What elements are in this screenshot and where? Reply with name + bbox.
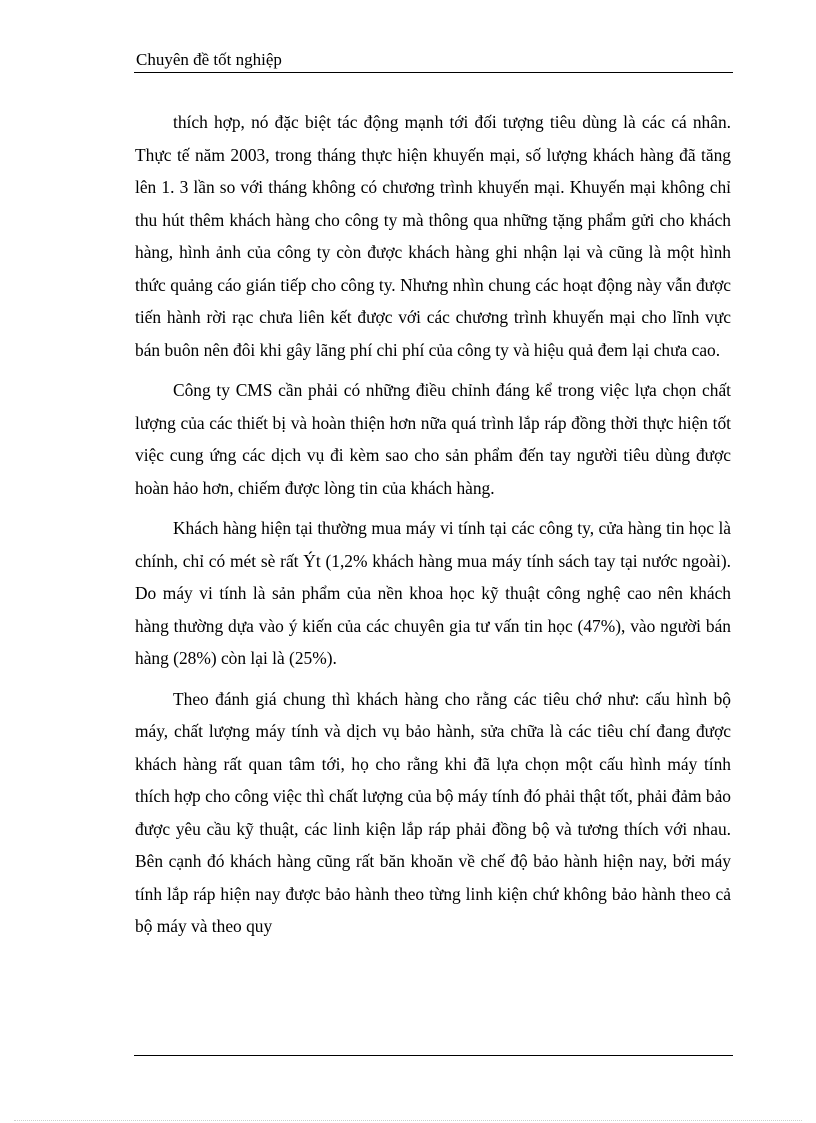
paragraph-1: thích hợp, nó đặc biệt tác động mạnh tới đối tượng tiêu dùng là các cá nhân. Thực tế năm 2003, trong tháng thực hiện khuyến mại, số lượng khách hàng đã tăng lên 1. 3 lần so với tháng không có chương trình khuyến mại. Khuyến mại không chỉ thu hút thêm khách hàng cho công ty mà thông qua những tặng phẩm gửi cho khách hàng, hình ảnh của công ty còn được khách hàng ghi nhận lại và cũng là một hình thức quảng cáo gián tiếp cho công ty. Nhưng nhìn chung các hoạt động này vẫn được tiến hành rời rạc chưa liên kết được với các chương trình khuyến mại cho lĩnh vực bán buôn nên đôi khi gây lãng phí chi phí của công ty và hiệu quả đem lại chưa cao. <box>135 112 731 360</box>
header-divider <box>134 72 733 73</box>
footer-divider <box>134 1055 733 1056</box>
page-bottom-edge <box>14 1120 802 1121</box>
paragraph-3: Khách hàng hiện tại thường mua máy vi tính tại các công ty, cửa hàng tin học là chính, chỉ có mét sè rất Ýt (1,2% khách hàng mua máy tính sách tay tại nước ngoài). Do máy vi tính là sản phẩm của nền khoa học kỹ thuật công nghệ cao nên khách hàng thường dựa vào ý kiến của các chuyên gia tư vấn tin học (47%), vào người bán hàng (28%) còn lại là (25%). <box>135 518 731 668</box>
paragraph-2: Công ty CMS cần phải có những điều chỉnh đáng kể trong việc lựa chọn chất lượng của các thiết bị và hoàn thiện hơn nữa quá trình lắp ráp đồng thời thực hiện tốt việc cung ứng các dịch vụ đi kèm sao cho sản phẩm đến tay người tiêu dùng được hoàn hảo hơn, chiếm được lòng tin của khách hàng. <box>135 380 731 498</box>
body-text <box>135 106 731 951</box>
page-header-title: Chuyên đề tốt nghiệp <box>136 50 282 69</box>
paragraph-4: Theo đánh giá chung thì khách hàng cho rằng các tiêu chớ như: cấu hình bộ máy, chất lượng máy tính và dịch vụ bảo hành, sửa chữa là các tiêu chí đang được khách hàng rất quan tâm tới, họ cho rằng khi đã lựa chọn một cấu hình máy tính thích hợp cho công việc thì chất lượng của bộ máy tính đó phải thật tốt, phải đảm bảo được yêu cầu kỹ thuật, các linh kiện lắp ráp phải đồng bộ và tương thích với nhau. Bên cạnh đó khách hàng cũng rất băn khoăn về chế độ bảo hành hiện nay, bởi máy tính lắp ráp hiện nay được bảo hành theo từng linh kiện chứ không bảo hành theo cả bộ máy và theo quy <box>135 688 731 936</box>
